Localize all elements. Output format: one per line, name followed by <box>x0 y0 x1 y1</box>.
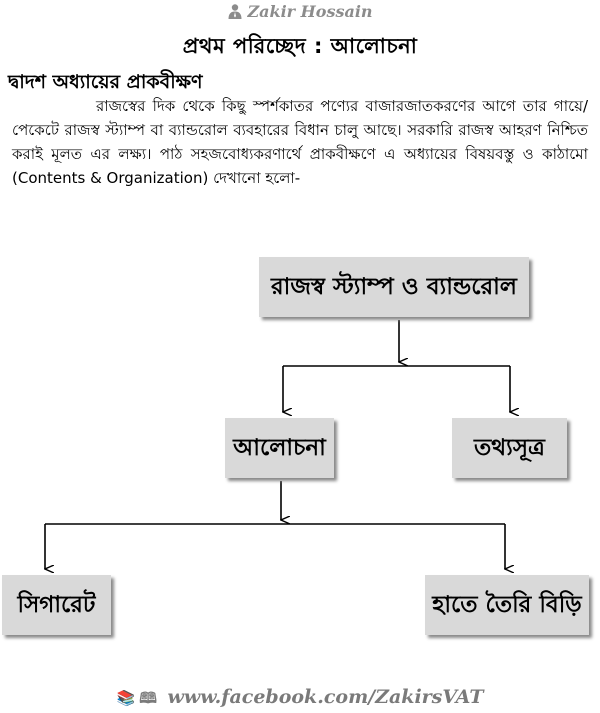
footer-url[interactable]: www.facebook.com/ZakirsVAT <box>167 686 484 708</box>
intro-paragraph-text: রাজস্বের দিক থেকে কিছু স্পর্শকাতর পণ্যের বাজারজাতকরণের আগে তার গায়ে/পেকেটে রাজস্ব স্ট্যাম্প বা ব্যান্ডরোল ব্যবহারের বিধান চালু আছে। সরকারি রাজস্ব আহরণ নিশ্চিত করাই মূলত এর লক্ষ্য। পাঠ সহজবোধ্যকরণার্থে প্রাকবীক্ষণে এ অধ্যায়ের বিষয়বস্তু ও কাঠামো (Contents & Organization) দেখানো হলো- <box>12 97 588 187</box>
box-handmade-bidi: হাতে তৈরি বিড়ি <box>425 575 589 635</box>
chapter-title: প্রথম পরিচ্ছেদ : আলোচনা <box>182 34 418 58</box>
footer <box>0 686 600 713</box>
box-revenue-stamp-banderole: রাজস্ব স্ট্যাম্প ও ব্যান্ডরোল <box>259 257 529 317</box>
open-book-icon: 🕮 <box>139 689 157 707</box>
box-discussion: আলোচনা <box>225 418 334 478</box>
section-title: দ্বাদশ অধ্যায়ের প্রাকবীক্ষণ <box>8 71 203 93</box>
box-references: তথ্যসূত্র <box>452 418 567 478</box>
books-icon: 📚 <box>116 689 136 707</box>
box-cigarette: সিগারেট <box>2 575 111 635</box>
author-name: Zakir Hossain <box>247 2 373 21</box>
